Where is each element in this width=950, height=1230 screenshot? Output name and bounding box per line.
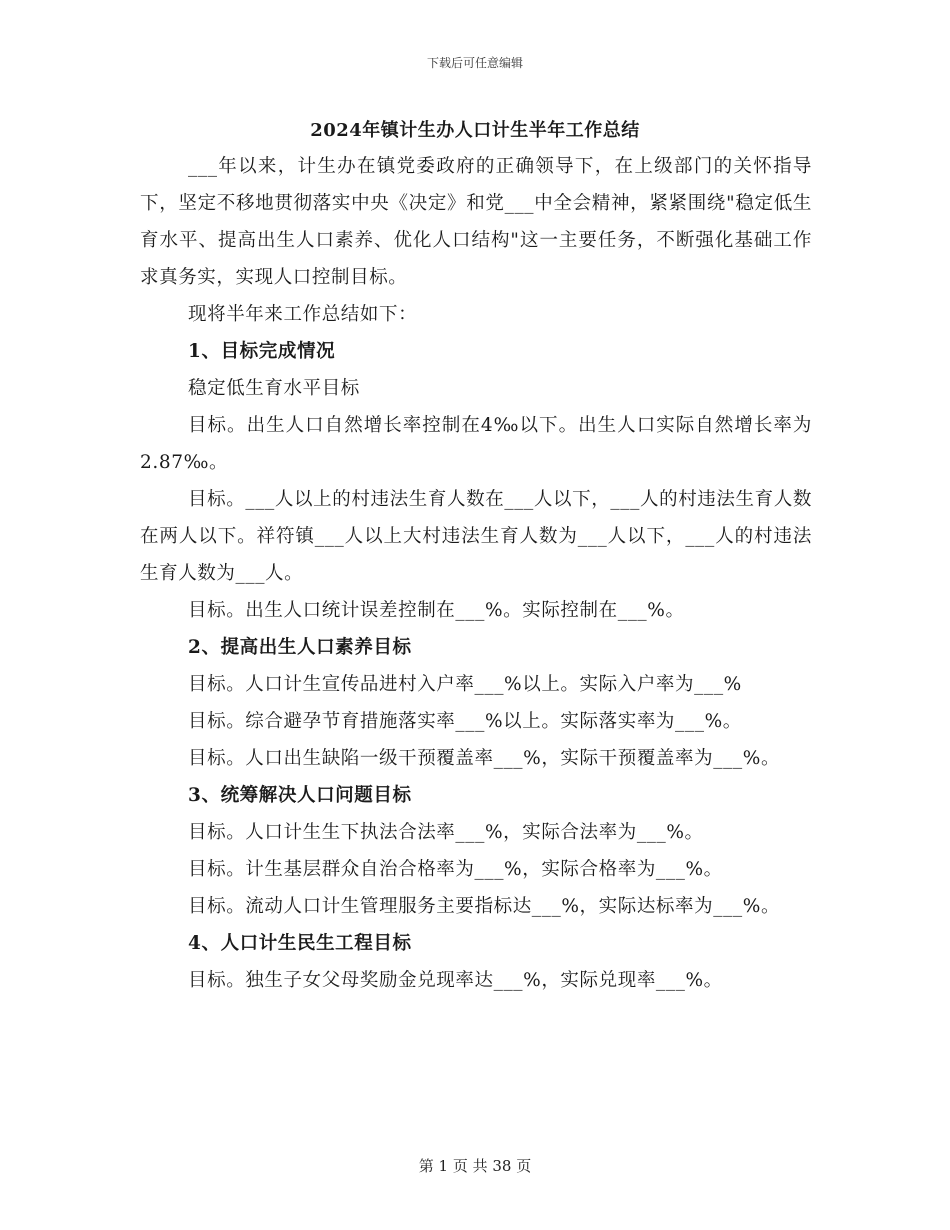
section-heading-3: 3、统筹解决人口问题目标: [188, 785, 412, 806]
section-heading-2: 2、提高出生人口素养目标: [188, 637, 412, 658]
summary-lead: 现将半年来工作总结如下：: [188, 304, 418, 325]
header-note: 下载后可任意编辑: [426, 56, 523, 70]
subsection-label: 稳定低生育水平目标: [188, 378, 360, 399]
section-heading-4: 4、人口计生民生工程目标: [188, 933, 412, 954]
page-title: 2024年镇计生办人口计生半年工作总结: [310, 120, 640, 141]
target-item: 目标。___人以上的村违法生育人数在___人以下，___人的村违法生育人数在两人以下。祥符镇___人以上大村违法生育人数为___人以下，___人的村违法生育人数为___人。: [140, 489, 812, 584]
intro-paragraph: ___年以来，计生办在镇党委政府的正确领导下，在上级部门的关怀指导下，坚定不移地贯彻落实中央《决定》和党___中全会精神，紧紧围绕"稳定低生育水平、提高出生人口素养、优化人口结构"这一主要任务，不断强化基础工作求真务实，实现人口控制目标。: [140, 156, 812, 288]
target-item: 目标。人口计生宣传品进村入户率___%以上。实际入户率为___%: [188, 674, 742, 695]
document-body: [140, 148, 812, 999]
target-item: 目标。独生子女父母奖励金兑现率达___%，实际兑现率___%。: [188, 970, 723, 991]
target-item: 目标。流动人口计生管理服务主要指标达___%，实际达标率为___%。: [188, 896, 781, 917]
section-heading-1: 1、目标完成情况: [188, 341, 336, 362]
target-item: 目标。计生基层群众自治合格率为___%，实际合格率为___%。: [188, 859, 723, 880]
target-item: 目标。出生人口自然增长率控制在4‰以下。出生人口实际自然增长率为2.87‰。: [140, 415, 812, 473]
target-item: 目标。出生人口统计误差控制在___%。实际控制在___%。: [188, 600, 685, 621]
page-number-footer: 第 1 页 共 38 页: [418, 1157, 532, 1175]
target-item: 目标。人口计生生下执法合法率___%，实际合法率为___%。: [188, 822, 704, 843]
target-item: 目标。综合避孕节育措施落实率___%以上。实际落实率为___%。: [188, 711, 742, 732]
target-item: 目标。人口出生缺陷一级干预覆盖率___%，实际干预覆盖率为___%。: [188, 748, 781, 769]
